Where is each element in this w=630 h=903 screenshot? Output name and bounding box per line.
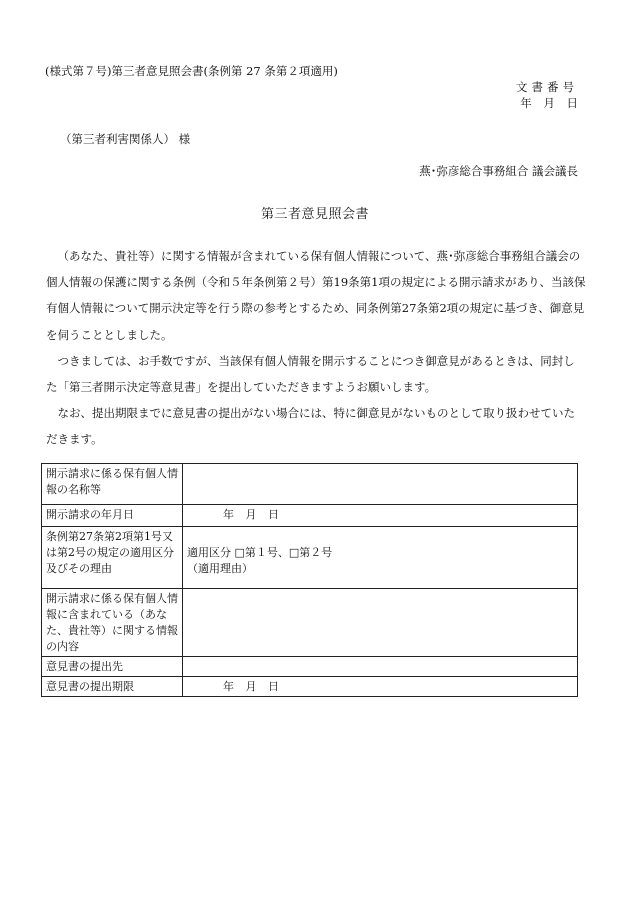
row-value-submission-deadline: 年 月 日	[183, 677, 578, 697]
row-label-submission-destination: 意見書の提出先	[42, 657, 183, 677]
table-row	[42, 464, 578, 505]
document-number-label: 文書番号	[516, 80, 578, 94]
table-row	[42, 527, 578, 589]
table-row	[42, 589, 578, 657]
info-table	[41, 463, 578, 697]
row-label-applicable-category: 条例第27条第2項第1号又は第2号の規定の適用区分及びその理由	[42, 527, 183, 589]
addressee: （第三者利害関係人） 様	[60, 132, 191, 146]
paragraph-intro: （あなた、貴社等）に関する情報が含まれている保有個人情報について、燕･弥彦総合事務組合議会の個人情報の保護に関する条例（令和５年条例第２号）第19条第1項の規定による開示請求があり、当該保有個人情報について開示決定等を行う際の参考とするため、同条例第27条第2項の規定に基づき、御意見を伺うこととしました。	[46, 249, 586, 342]
table-row	[42, 677, 578, 697]
form-label: (様式第７号)第三者意見照会書(条例第 27 条第２項適用)	[45, 64, 338, 78]
document-date-label: 年 月 日	[520, 96, 578, 110]
row-value-submission-destination	[183, 657, 578, 677]
sender: 燕･弥彦総合事務組合 議会議長	[419, 164, 578, 178]
row-label-info-name: 開示請求に係る保有個人情報の名称等	[42, 464, 183, 505]
row-label-info-content: 開示請求に係る保有個人情報に含まれている（あなた、貴社等）に関する情報の内容	[42, 589, 183, 657]
row-value-info-content	[183, 589, 578, 657]
paragraph-deadline-note: なお、提出期限までに意見書の提出がない場合には、特に御意見がないものとして取り扱わせていただきます。	[46, 406, 575, 447]
table-row	[42, 505, 578, 527]
paragraph-request: つきましては、お手数ですが、当該保有個人情報を開示することにつき御意見があるときは、同封した「第三者開示決定等意見書」を提出していただきますようお願いします。	[46, 353, 575, 395]
category-reason: （適用理由）	[187, 562, 253, 575]
row-value-request-date: 年 月 日	[183, 505, 578, 527]
category-choice: 適用区分 □第１号、□第２号	[187, 546, 333, 559]
table-row	[42, 657, 578, 677]
row-label-request-date: 開示請求の年月日	[42, 505, 183, 527]
page-title: 第三者意見照会書	[260, 207, 369, 222]
row-value-info-name	[183, 464, 578, 505]
body-text	[46, 243, 586, 453]
row-label-submission-deadline: 意見書の提出期限	[42, 677, 183, 697]
row-value-applicable-category	[183, 527, 578, 589]
